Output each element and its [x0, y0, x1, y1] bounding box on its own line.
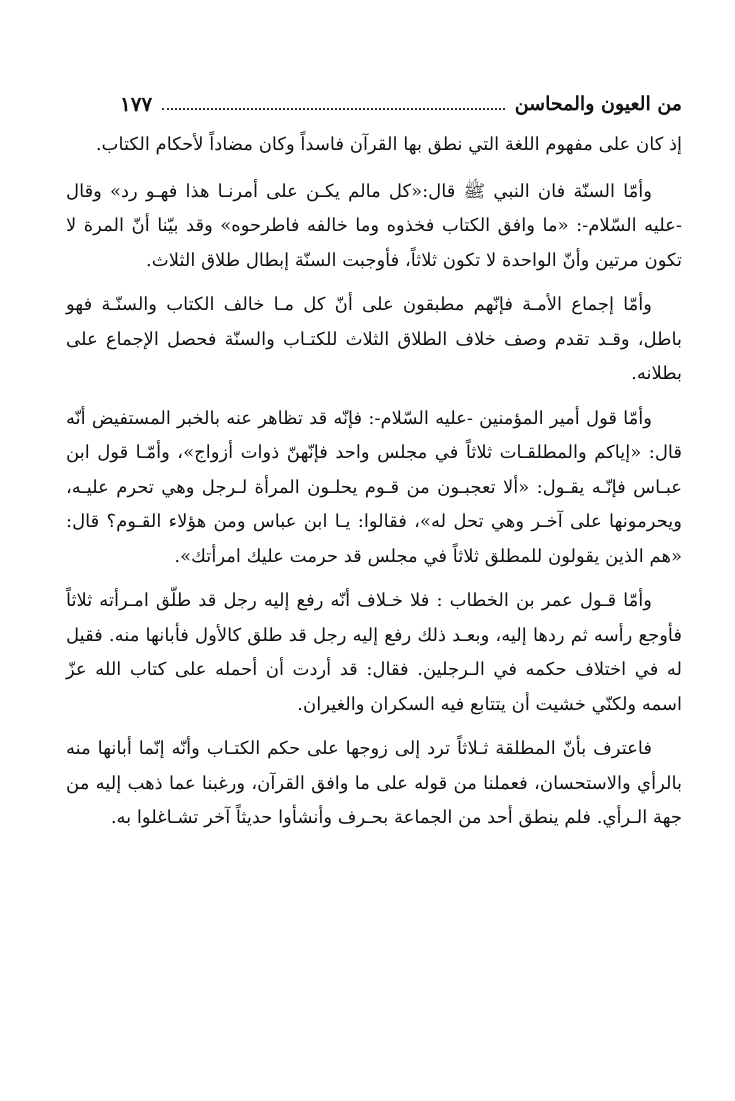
paragraph-5: وأمّا قـول عمر بن الخطاب : فلا خـلاف أنّه رفع إليه رجل قد طلّق امـرأته ثلاثاً فأوجع رأسه ثم ردها إليه، وبعـد ذلك رفع إليه رجل قد طلق كالأول فأبانها منه. فقيل له في اختلاف حكمه في الـرجلين. فقال: قد أردت أن أحمله على كتاب الله عزّ اسمه ولكنّي خشيت أن يتتابع فيه السكران والغيران. — [66, 590, 682, 715]
paragraph-2: وأمّا السنّة فان النبي ﷺ قال:«كل مالم يكـن على أمرنـا هذا فهـو رد» وقال -عليه السّلام-: «ما وافق الكتاب فخذوه وما خالفه فاطرحوه» وقد بيّنا أنّ المرة لا تكون مرتين وأنّ الواحدة لا تكون ثلاثاً، فأوجبت السنّة إبطال طلاق الثلاث. — [66, 180, 682, 271]
header-dotted-leader — [162, 107, 504, 110]
page-number: ١٧٧ — [120, 92, 153, 116]
body-text — [66, 128, 682, 846]
running-header — [120, 80, 682, 114]
paragraph-3: وأمّا إجماع الأمـة فإنّهم مطبقون على أنّ كل مـا خالف الكتاب والسنّـة فهو باطل، وقـد تقدم وصف خلاف الطلاق الثلاث للكتـاب والسنّة فحصل الإجماع على بطلانه. — [66, 294, 682, 384]
paragraph-1: إذ كان على مفهوم اللغة التي نطق بها القرآن فاسداً وكان مضاداً لأحكام الكتاب. — [95, 134, 682, 155]
paragraph-6: فاعترف بأنّ المطلقة ثـلاثاً ترد إلى زوجها على حكم الكتـاب وأنّه إنّما أبانها منه بالرأي والاستحسان، فعملنا من قوله على ما وافق القرآن، ورغبنا عما ذهب إليه من جهة الـرأي. فلم ينطق أحد من الجماعة بحـرف وأنشأوا حديثاً آخر تشـاغلوا به. — [66, 738, 682, 828]
paragraph-4: وأمّا قول أمير المؤمنين -عليه السّلام-: فإنّه قد تظاهر عنه بالخبر المستفيض أنّه قال: «إياكم والمطلقـات ثلاثاً في مجلس واحد فإنّهنّ ذوات أزواج»، وأمّـا قول ابن عبـاس فإنّـه يقـول: «ألا تعجبـون من قـوم يحلـون المرأة لـرجل وهي تحرم عليـه، ويحرمونها على آخـر وهي تحل له»، فقالوا: يـا ابن عباس ومن هؤلاء القـوم؟ قال: «هم الذين يقولون للمطلق ثلاثاً في مجلس قد حرمت عليك امرأتك». — [66, 407, 682, 567]
chapter-title: من العيون والمحاسن — [514, 93, 682, 115]
